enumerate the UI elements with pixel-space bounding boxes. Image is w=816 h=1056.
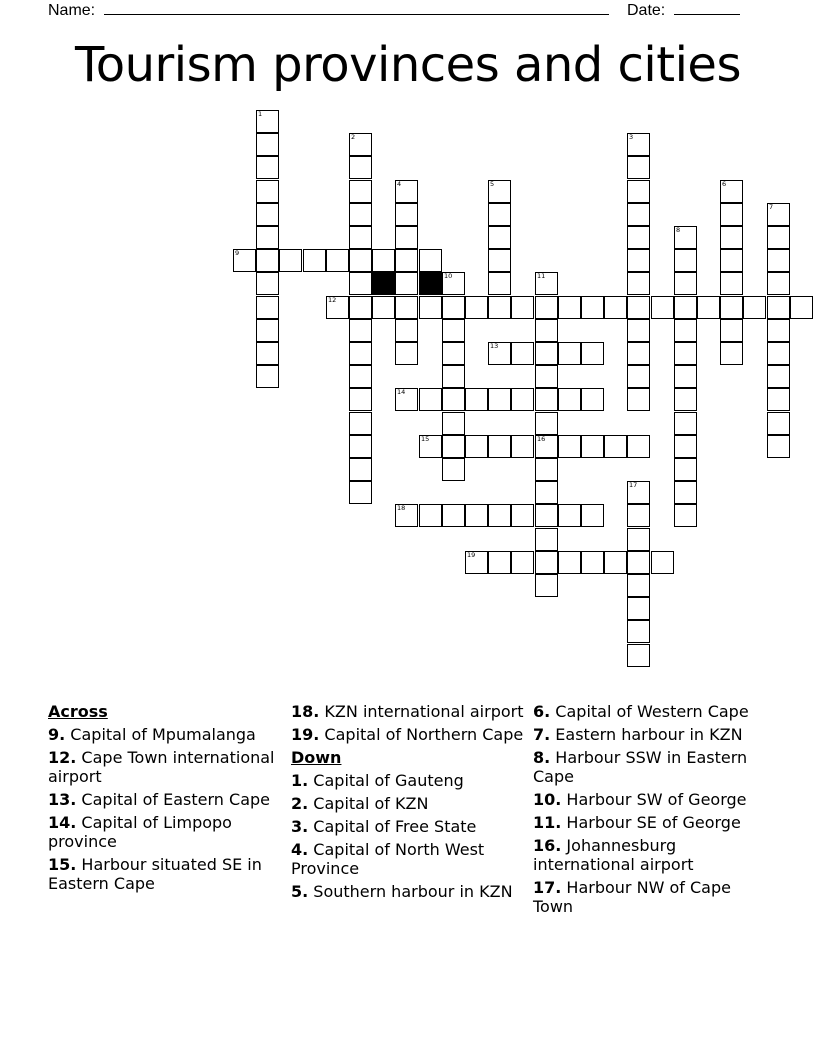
crossword-cell[interactable] xyxy=(349,412,372,435)
crossword-cell[interactable] xyxy=(743,296,766,319)
clue-number: 6 xyxy=(722,180,727,188)
clue-text: Harbour SSW in Eastern Cape xyxy=(533,748,748,786)
crossword-cell[interactable] xyxy=(488,504,511,527)
crossword-cell[interactable] xyxy=(627,133,650,156)
name-label-text: Name: xyxy=(48,2,96,19)
clue-number-label: 17. xyxy=(533,878,562,897)
clue-text: Eastern harbour in KZN xyxy=(550,725,743,744)
crossword-cell[interactable] xyxy=(395,249,418,272)
clue-number: 4 xyxy=(397,180,402,188)
crossword-cell[interactable] xyxy=(720,180,743,203)
clue-number-label: 16. xyxy=(533,836,562,855)
clue-text: Capital of Western Cape xyxy=(550,702,749,721)
clue-number-label: 19. xyxy=(291,725,320,744)
crossword-cell[interactable] xyxy=(419,435,442,458)
crossword-cell[interactable] xyxy=(604,296,627,319)
clue-text: Harbour situated SE in Eastern Cape xyxy=(48,855,262,893)
down-clue xyxy=(533,725,768,744)
down-clue xyxy=(291,882,526,901)
crossword-cell[interactable] xyxy=(558,296,581,319)
crossword-cell[interactable] xyxy=(720,342,743,365)
clue-number: 16 xyxy=(537,435,546,443)
crossword-cell[interactable] xyxy=(558,504,581,527)
name-label xyxy=(48,0,609,20)
clue-number: 9 xyxy=(235,249,240,257)
crossword-cell[interactable] xyxy=(627,365,650,388)
crossword-cell[interactable] xyxy=(488,296,511,319)
crossword-cell[interactable] xyxy=(256,180,279,203)
crossword-cell[interactable] xyxy=(604,435,627,458)
crossword-cell[interactable] xyxy=(674,296,697,319)
across-clue xyxy=(291,725,526,744)
crossword-cell[interactable] xyxy=(627,597,650,620)
crossword-cell[interactable] xyxy=(511,435,534,458)
clue-text: KZN international airport xyxy=(319,702,524,721)
crossword-cell[interactable] xyxy=(256,226,279,249)
crossword-cell[interactable] xyxy=(488,203,511,226)
crossword-cell[interactable] xyxy=(442,458,465,481)
crossword-cell[interactable] xyxy=(674,342,697,365)
crossword-cell[interactable] xyxy=(535,435,558,458)
crossword-cell[interactable] xyxy=(442,435,465,458)
down-clue xyxy=(533,878,768,916)
crossword-cell[interactable] xyxy=(767,435,790,458)
crossword-cell[interactable] xyxy=(256,110,279,133)
crossword-cell[interactable] xyxy=(767,203,790,226)
crossword-cell[interactable] xyxy=(627,574,650,597)
clue-text: Capital of Limpopo province xyxy=(48,813,232,851)
clue-number: 17 xyxy=(629,481,638,489)
down-clue xyxy=(533,813,768,832)
clue-text: Harbour SW of George xyxy=(561,790,747,809)
crossword-cell[interactable] xyxy=(651,551,674,574)
crossword-cell[interactable] xyxy=(674,226,697,249)
crossword-cell[interactable] xyxy=(674,458,697,481)
clue-text: Southern harbour in KZN xyxy=(308,882,513,901)
crossword-cell[interactable] xyxy=(395,342,418,365)
crossword-cell[interactable] xyxy=(720,249,743,272)
crossword-cell[interactable] xyxy=(395,203,418,226)
clues-column-2 xyxy=(291,702,526,905)
crossword-cell[interactable] xyxy=(488,388,511,411)
crossword-cell[interactable] xyxy=(465,296,488,319)
crossword-cell[interactable] xyxy=(674,365,697,388)
crossword-cell[interactable] xyxy=(558,342,581,365)
crossword-cell[interactable] xyxy=(511,388,534,411)
crossword-cell[interactable] xyxy=(767,319,790,342)
crossword-cell[interactable] xyxy=(535,551,558,574)
date-label-text: Date: xyxy=(627,2,666,19)
crossword-cell[interactable] xyxy=(697,296,720,319)
clue-number: 10 xyxy=(444,272,453,280)
crossword-cell[interactable] xyxy=(326,249,349,272)
crossword-cell[interactable] xyxy=(511,296,534,319)
crossword-cell[interactable] xyxy=(627,620,650,643)
crossword-cell[interactable] xyxy=(558,551,581,574)
crossword-cell[interactable] xyxy=(581,504,604,527)
crossword-cell[interactable] xyxy=(256,365,279,388)
crossword-cell[interactable] xyxy=(627,319,650,342)
crossword-cell[interactable] xyxy=(349,319,372,342)
crossword-cell[interactable] xyxy=(535,388,558,411)
clue-number: 8 xyxy=(676,226,681,234)
clue-number-label: 12. xyxy=(48,748,77,767)
clue-number-label: 2. xyxy=(291,794,309,813)
crossword-cell[interactable] xyxy=(488,551,511,574)
crossword-cell[interactable] xyxy=(488,180,511,203)
crossword-cell[interactable] xyxy=(256,319,279,342)
across-clue xyxy=(48,725,283,744)
crossword-cell[interactable] xyxy=(627,203,650,226)
crossword-cell[interactable] xyxy=(720,319,743,342)
date-label xyxy=(627,0,740,20)
crossword-cell[interactable] xyxy=(767,388,790,411)
crossword-cell[interactable] xyxy=(349,180,372,203)
crossword-cell[interactable] xyxy=(395,296,418,319)
crossword-cell[interactable] xyxy=(535,458,558,481)
down-clue xyxy=(291,840,526,878)
crossword-cell[interactable] xyxy=(349,133,372,156)
crossword-cell[interactable] xyxy=(349,296,372,319)
crossword-cell[interactable] xyxy=(535,528,558,551)
crossword-cell[interactable] xyxy=(349,342,372,365)
crossword-cell[interactable] xyxy=(627,272,650,295)
clue-number: 15 xyxy=(421,435,430,443)
across-list xyxy=(48,725,283,893)
crossword-cell[interactable] xyxy=(674,272,697,295)
crossword-cell[interactable] xyxy=(256,249,279,272)
clue-text: Capital of Mpumalanga xyxy=(65,725,256,744)
crossword-cell[interactable] xyxy=(442,388,465,411)
crossword-cell[interactable] xyxy=(511,551,534,574)
crossword-cell[interactable] xyxy=(465,504,488,527)
crossword-cell[interactable] xyxy=(256,296,279,319)
crossword-cell[interactable] xyxy=(349,435,372,458)
crossword-cell[interactable] xyxy=(511,504,534,527)
crossword-cell[interactable] xyxy=(651,296,674,319)
crossword-block-cell xyxy=(372,272,395,295)
crossword-cell[interactable] xyxy=(627,180,650,203)
crossword-cell[interactable] xyxy=(442,342,465,365)
down-clue xyxy=(291,817,526,836)
crossword-cell[interactable] xyxy=(349,365,372,388)
crossword-cell[interactable] xyxy=(627,388,650,411)
crossword-cell[interactable] xyxy=(256,133,279,156)
crossword-cell[interactable] xyxy=(581,388,604,411)
crossword-cell[interactable] xyxy=(395,272,418,295)
across-clues xyxy=(48,702,283,897)
crossword-cell[interactable] xyxy=(395,226,418,249)
crossword-cell[interactable] xyxy=(581,435,604,458)
clue-number-label: 6. xyxy=(533,702,551,721)
across-list-continued xyxy=(291,702,526,744)
name-line xyxy=(104,0,609,15)
crossword-cell[interactable] xyxy=(674,504,697,527)
crossword-cell[interactable] xyxy=(674,319,697,342)
crossword-cell[interactable] xyxy=(419,504,442,527)
clue-text: Capital of Eastern Cape xyxy=(76,790,270,809)
clue-number: 2 xyxy=(351,133,356,141)
clue-number-label: 15. xyxy=(48,855,77,874)
clue-number: 3 xyxy=(629,133,634,141)
clue-number-label: 10. xyxy=(533,790,562,809)
crossword-cell[interactable] xyxy=(581,296,604,319)
crossword-cell[interactable] xyxy=(465,388,488,411)
crossword-cell[interactable] xyxy=(535,574,558,597)
crossword-cell[interactable] xyxy=(627,156,650,179)
crossword-cell[interactable] xyxy=(720,272,743,295)
crossword-cell[interactable] xyxy=(419,296,442,319)
crossword-cell[interactable] xyxy=(488,272,511,295)
clue-number-label: 4. xyxy=(291,840,309,859)
down-list-continued xyxy=(533,702,768,916)
clue-number-label: 7. xyxy=(533,725,551,744)
page-title: Tourism provinces and cities xyxy=(75,37,741,93)
crossword-cell[interactable] xyxy=(767,342,790,365)
crossword-cell[interactable] xyxy=(535,365,558,388)
clue-number-label: 3. xyxy=(291,817,309,836)
clue-number: 14 xyxy=(397,388,406,396)
down-clue xyxy=(291,771,526,790)
crossword-cell[interactable] xyxy=(488,249,511,272)
crossword-block-cell xyxy=(419,272,442,295)
clue-number: 1 xyxy=(258,110,263,118)
crossword-cell[interactable] xyxy=(465,435,488,458)
clues-column-3 xyxy=(533,702,768,920)
crossword-cell[interactable] xyxy=(349,203,372,226)
crossword-cell[interactable] xyxy=(372,296,395,319)
down-heading: Down xyxy=(291,748,342,767)
crossword-cell[interactable] xyxy=(535,342,558,365)
clue-number: 7 xyxy=(769,203,774,211)
date-line xyxy=(674,0,740,15)
crossword-cell[interactable] xyxy=(767,365,790,388)
crossword-cell[interactable] xyxy=(627,504,650,527)
crossword-cell[interactable] xyxy=(419,388,442,411)
clue-number: 18 xyxy=(397,504,406,512)
across-clue xyxy=(48,855,283,893)
crossword-cell[interactable] xyxy=(767,296,790,319)
crossword-cell[interactable] xyxy=(558,388,581,411)
crossword-cell[interactable] xyxy=(442,296,465,319)
down-clue xyxy=(533,748,768,786)
across-clue xyxy=(48,790,283,809)
crossword-cell[interactable] xyxy=(395,180,418,203)
crossword-cell[interactable] xyxy=(535,319,558,342)
crossword-cell[interactable] xyxy=(627,226,650,249)
clue-number-label: 5. xyxy=(291,882,309,901)
clue-number-label: 8. xyxy=(533,748,551,767)
crossword-cell[interactable] xyxy=(535,296,558,319)
crossword-cell[interactable] xyxy=(256,272,279,295)
down-clue xyxy=(291,794,526,813)
crossword-cell[interactable] xyxy=(581,551,604,574)
crossword-cell[interactable] xyxy=(790,296,813,319)
clue-number-label: 9. xyxy=(48,725,66,744)
crossword-cell[interactable] xyxy=(442,272,465,295)
clue-text: Harbour SE of George xyxy=(561,813,741,832)
crossword-cell[interactable] xyxy=(488,435,511,458)
clue-number: 5 xyxy=(490,180,495,188)
crossword-cell[interactable] xyxy=(720,203,743,226)
crossword-cell[interactable] xyxy=(767,249,790,272)
crossword-cell[interactable] xyxy=(627,644,650,667)
clue-number: 13 xyxy=(490,342,499,350)
clue-text: Capital of Northern Cape xyxy=(319,725,524,744)
down-clue xyxy=(533,836,768,874)
crossword-cell[interactable] xyxy=(279,249,302,272)
crossword-cell[interactable] xyxy=(442,504,465,527)
crossword-cell[interactable] xyxy=(535,412,558,435)
clue-text: Capital of KZN xyxy=(308,794,429,813)
crossword-cell[interactable] xyxy=(349,388,372,411)
crossword-cell[interactable] xyxy=(488,342,511,365)
across-clue xyxy=(48,748,283,786)
crossword-cell[interactable] xyxy=(535,504,558,527)
crossword-cell[interactable] xyxy=(349,156,372,179)
clue-number: 19 xyxy=(467,551,476,559)
down-clue xyxy=(533,702,768,721)
crossword-cell[interactable] xyxy=(233,249,256,272)
crossword-cell[interactable] xyxy=(627,551,650,574)
down-list xyxy=(291,771,526,901)
across-clue xyxy=(48,813,283,851)
clue-text: Cape Town international airport xyxy=(48,748,275,786)
down-clue xyxy=(533,790,768,809)
crossword-cell[interactable] xyxy=(535,272,558,295)
crossword-cell[interactable] xyxy=(767,272,790,295)
clue-number: 11 xyxy=(537,272,546,280)
clue-number-label: 14. xyxy=(48,813,77,832)
crossword-cell[interactable] xyxy=(442,365,465,388)
crossword-cell[interactable] xyxy=(442,412,465,435)
clue-number: 12 xyxy=(328,296,337,304)
crossword-cell[interactable] xyxy=(349,458,372,481)
crossword-cell[interactable] xyxy=(604,551,627,574)
crossword-cell[interactable] xyxy=(395,319,418,342)
crossword-cell[interactable] xyxy=(349,226,372,249)
clue-text: Capital of Gauteng xyxy=(308,771,464,790)
crossword-cell[interactable] xyxy=(419,249,442,272)
clue-number-label: 18. xyxy=(291,702,320,721)
crossword-cell[interactable] xyxy=(511,342,534,365)
across-clue xyxy=(291,702,526,721)
crossword-cell[interactable] xyxy=(627,342,650,365)
crossword-cell[interactable] xyxy=(303,249,326,272)
clue-number-label: 13. xyxy=(48,790,77,809)
crossword-cell[interactable] xyxy=(627,481,650,504)
clue-text: Capital of Free State xyxy=(308,817,477,836)
across-heading: Across xyxy=(48,702,108,721)
crossword-cell[interactable] xyxy=(581,342,604,365)
crossword-cell[interactable] xyxy=(256,203,279,226)
clue-text: Capital of North West Province xyxy=(291,840,485,878)
crossword-cell[interactable] xyxy=(465,551,488,574)
crossword-cell[interactable] xyxy=(349,249,372,272)
clue-number-label: 1. xyxy=(291,771,309,790)
crossword-cell[interactable] xyxy=(372,249,395,272)
crossword-cell[interactable] xyxy=(767,412,790,435)
crossword-cell[interactable] xyxy=(349,272,372,295)
crossword-cell[interactable] xyxy=(349,481,372,504)
crossword-cell[interactable] xyxy=(256,156,279,179)
crossword-cell[interactable] xyxy=(558,435,581,458)
crossword-cell[interactable] xyxy=(627,249,650,272)
clue-text: Harbour NW of Cape Town xyxy=(533,878,731,916)
crossword-cell[interactable] xyxy=(326,296,349,319)
crossword-cell[interactable] xyxy=(674,481,697,504)
crossword-cell[interactable] xyxy=(674,412,697,435)
clue-number-label: 11. xyxy=(533,813,562,832)
crossword-cell[interactable] xyxy=(395,504,418,527)
crossword-cell[interactable] xyxy=(395,388,418,411)
crossword-cell[interactable] xyxy=(674,388,697,411)
crossword-cell[interactable] xyxy=(535,481,558,504)
crossword-cell[interactable] xyxy=(488,226,511,249)
crossword-cell[interactable] xyxy=(674,435,697,458)
crossword-cell[interactable] xyxy=(442,319,465,342)
crossword-cell[interactable] xyxy=(720,226,743,249)
crossword-cell[interactable] xyxy=(627,528,650,551)
clue-text: Johannesburg international airport xyxy=(533,836,694,874)
crossword-cell[interactable] xyxy=(627,296,650,319)
crossword-cell[interactable] xyxy=(674,249,697,272)
crossword-cell[interactable] xyxy=(627,435,650,458)
crossword-cell[interactable] xyxy=(720,296,743,319)
crossword-cell[interactable] xyxy=(767,226,790,249)
crossword-cell[interactable] xyxy=(256,342,279,365)
